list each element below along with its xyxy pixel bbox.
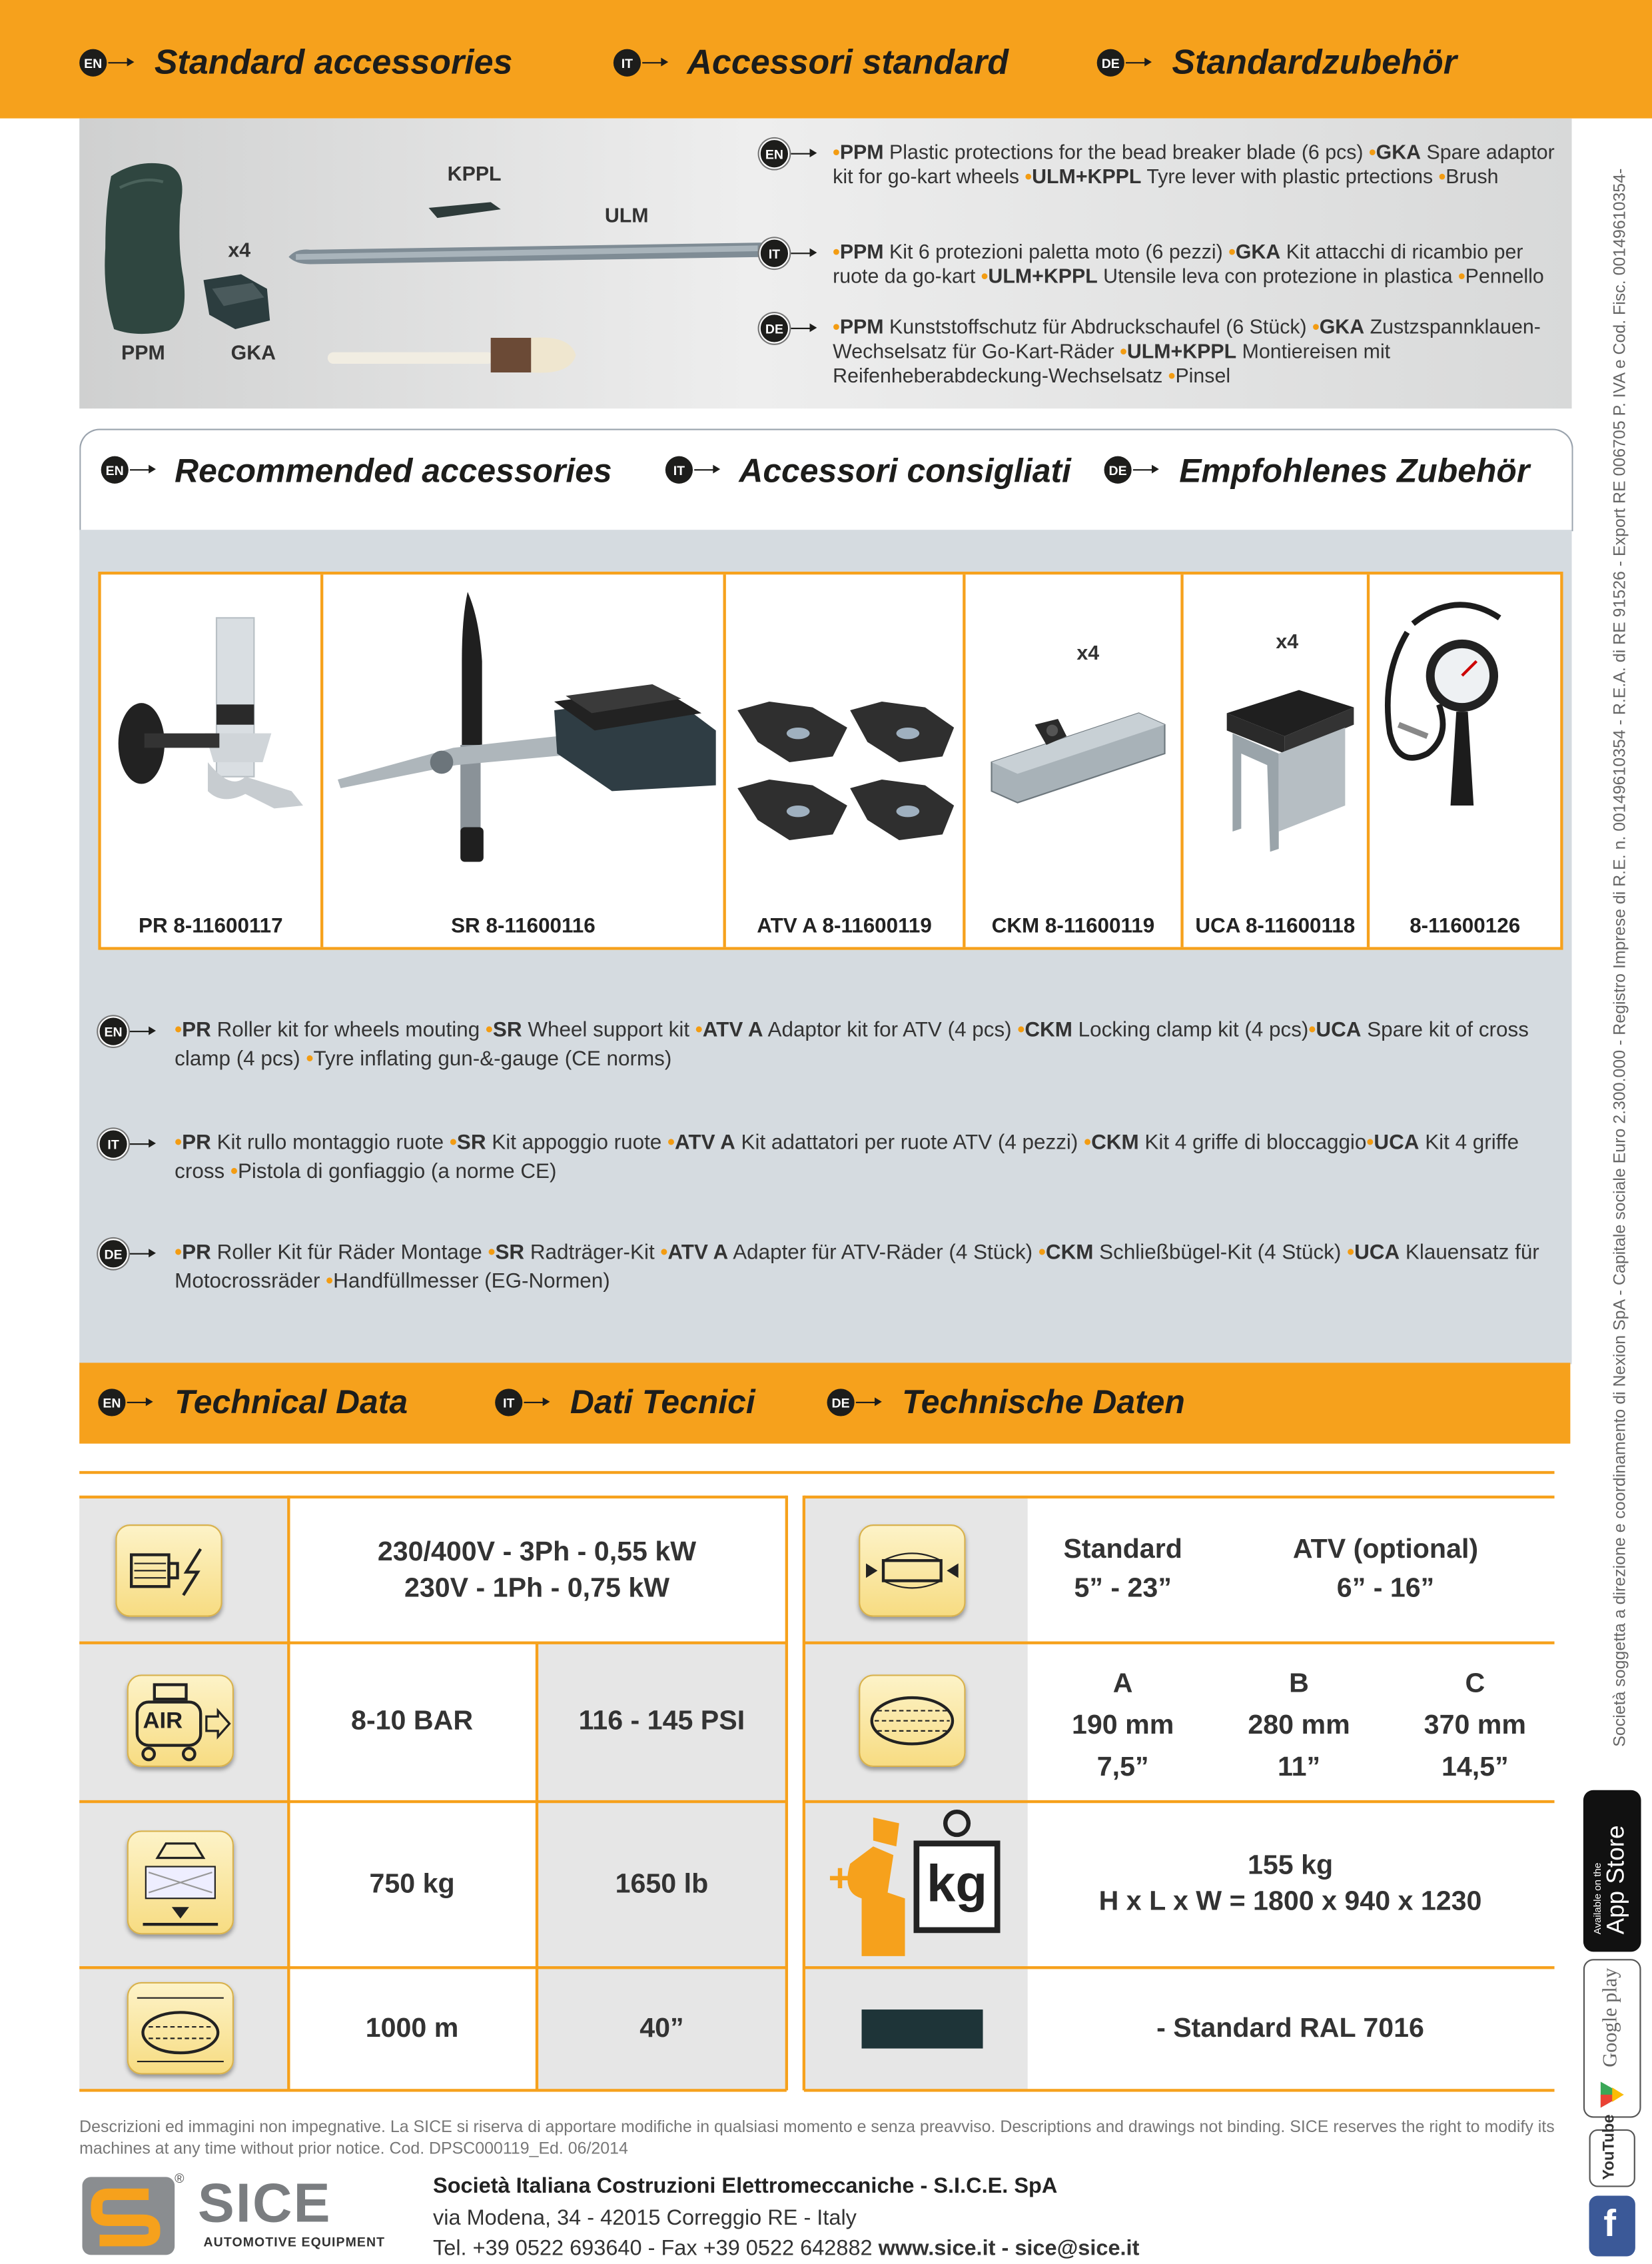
company-name: Società Italiana Costruzioni Elettromeccaniche - S.I.C.E. SpA [433,2174,1058,2199]
force-kg: 750 kg [369,1868,455,1900]
tech-right-line-3 [804,1800,1555,1803]
size-value: H x L x W = 1800 x 940 x 1230 [1098,1886,1482,1918]
atv-adaptor-image [726,574,966,877]
uca-cross-image [1184,574,1368,863]
power-line-1: 230/400V - 3Ph - 0,55 kW [377,1536,697,1567]
std-desc-it: •PPM Kit 6 protezioni paletta moto (6 pezzi) •GKA Kit attacchi di ricambio per ruote da go-kart •ULM+KPPL Utensile leva con protezione in plastica •Pennello [833,239,1544,288]
accessory-sr [323,574,726,947]
side-legal-text: Società soggetta a direzione e coordinamento di Nexion SpA - Capitale sociale Euro 2.300.000 - Registro Imprese di R.E. n. 00149610354 - R.E.A. di RE 91526 - Export RE 006705 P. IVA e Cod. Fisc. 00149610354- [1612,168,1630,1747]
dim-a-letter: A [1112,1668,1133,1699]
tech-left-line-5 [79,2089,787,2091]
inflator-label: 8-11600126 [1410,915,1521,939]
rim-atv-value: 6” - 16” [1336,1573,1435,1604]
dim-b-mm: 280 mm [1248,1710,1350,1740]
rec-en-badge: EN [101,456,153,484]
logo-registered: ® [175,2171,185,2186]
pressure-psi: 116 - 145 PSI [578,1706,745,1737]
google-play-label: Google play [1600,1968,1623,2067]
wheel-diameter-icon [127,1982,234,2075]
uca-qty: x4 [1276,629,1299,653]
tech-right-line-1 [804,1496,1555,1498]
ckm-qty: x4 [1076,641,1100,664]
air-icon-text: AIR [143,1709,183,1734]
rim-standard-value: 5” - 23” [1074,1573,1172,1604]
technical-title-de: Technische Daten [902,1383,1185,1421]
rec-desc-it-badge: IT [98,1129,153,1159]
power-line-2: 230V - 1Ph - 0,75 kW [404,1572,670,1604]
pressure-bar: 8-10 BAR [351,1706,474,1737]
recommended-title-en: Recommended accessories [175,452,612,490]
ckm-label: CKM 8-11600119 [991,915,1155,939]
tech-en-badge: EN [98,1389,150,1416]
technical-title-en: Technical Data [175,1383,408,1421]
app-store-small: Available on the [1593,1862,1604,1935]
machine-weight-icon [830,1806,1018,1965]
sice-logo [79,2171,414,2258]
dim-c [1382,1660,1569,1790]
facebook-badge[interactable] [1589,2196,1635,2257]
tech-right-line-2 [804,1642,1555,1644]
dim-c-inch: 14,5” [1441,1752,1509,1782]
rec-desc-de: •PR Roller Kit für Räder Montage •SR Radträger-Kit •ATV A Adapter für ATV-Räder (4 Stück) •CKM Schließbügel-Kit (4 Stück) •UCA Klauensatz für Motocrossräder •Handfüllmesser (EG-Normen) [175,1241,1539,1294]
rim-standard [1029,1527,1217,1611]
weight-size [1029,1834,1551,1935]
phone-fax: Tel. +39 0522 693640 - Fax +39 0522 642882 [433,2236,879,2261]
website-email-link[interactable]: www.sice.it - sice@sice.it [878,2236,1140,2261]
wheel-max-in: 40” [639,2013,684,2043]
standard-title-en: Standard accessories [154,43,513,83]
sice-logo-mark [79,2174,181,2258]
tyre-width-icon [859,1674,965,1767]
std-desc-de: •PPM Kunststoffschutz für Abdruckschaufel (6 Stück) •GKA Zustzspannklauen-Wechselsatz für Go-Kart-Räder •ULM+KPPL Montiereisen mit Reifenheberabdeckung-Wechselsatz •Pinsel [833,314,1541,387]
color-text: - Standard RAL 7016 [1156,2013,1424,2043]
accessory-pr [101,574,324,947]
google-play-badge[interactable] [1583,1959,1641,2117]
power-values [288,1498,785,1642]
rec-desc-de-badge: DE [98,1239,153,1269]
pr-label: PR 8-11600117 [139,915,283,939]
sr-label: SR 8-11600116 [451,915,596,939]
dim-c-letter: C [1465,1668,1485,1699]
uca-label: UCA 8-11600118 [1195,915,1356,939]
pr-roller-image [101,574,318,863]
std-de-badge: DE [759,313,814,344]
google-play-icon [1596,2079,1628,2111]
inflator-gauge-image [1370,574,1557,863]
logo-subtext: AUTOMOTIVE EQUIPMENT [203,2235,386,2249]
dim-a-inch: 7,5” [1096,1752,1149,1782]
atv-a-label: ATV A 8-11600119 [757,915,932,939]
de-language-badge: DE [1097,49,1149,77]
recommended-title-it: Accessori consigliati [739,452,1071,490]
rim-clamping-icon [859,1524,965,1617]
standard-title-de: Standardzubehör [1172,43,1457,83]
ulm-label: ULM [604,203,649,227]
gka-qty-label: x4 [228,238,251,262]
rim-atv-label: ATV (optional) [1292,1534,1479,1565]
tech-de-badge: DE [827,1389,879,1416]
rim-standard-label: Standard [1063,1534,1182,1565]
dim-b [1205,1660,1393,1790]
accessory-atv-a [726,574,966,947]
facebook-icon: f [1603,2201,1616,2245]
recommended-title-de: Empfohlenes Zubehör [1179,452,1530,490]
tech-it-badge: IT [495,1389,547,1416]
tech-right-line-5 [804,2089,1555,2091]
std-en-badge: EN [759,139,814,169]
dim-a-mm: 190 mm [1072,1710,1174,1740]
sr-support-image [323,574,721,892]
app-store-label: App Store [1602,1825,1630,1935]
air-compressor-icon [127,1674,234,1767]
rec-de-badge: DE [1104,456,1156,484]
rec-desc-en-badge: EN [98,1016,153,1047]
color-swatch [862,2009,983,2049]
logo-text: SICE [197,2174,332,2235]
company-contacts [433,2236,1139,2261]
rec-desc-it: •PR Kit rullo montaggio ruote •SR Kit appoggio ruote •ATV A Kit adattatori per ruote ATV (4 pezzi) •CKM Kit 4 griffe di bloccaggio•UCA Kit 4 griffe cross •Pistola di gonfiaggio (a norme CE) [175,1131,1519,1184]
tech-vline-3 [785,1496,788,2091]
dim-b-letter: B [1289,1668,1309,1699]
tech-top-rule [79,1471,1554,1474]
force-lb: 1650 lb [615,1868,709,1900]
dim-b-inch: 11” [1277,1752,1321,1782]
company-address: via Modena, 34 - 42015 Correggio RE - Italy [433,2205,857,2231]
tech-vline-4 [803,1496,805,2091]
disclaimer: Descrizioni ed immagini non impegnative. La SICE si riserva di apportare modifiche in qualsiasi momento e senza preavviso. Descriptions and drawings not binding. SICE reserves the right to modify its machines at any time without prior notice. Cod. DPSC000119_Ed. 06/2014 [79,2119,1555,2159]
dim-c-mm: 370 mm [1424,1710,1527,1740]
app-store-badge[interactable] [1583,1790,1641,1952]
weight-value: 155 kg [1247,1850,1334,1882]
ckm-clamp-image [966,574,1182,863]
ppm-label: PPM [121,340,165,364]
rim-atv [1241,1527,1529,1611]
kg-icon-text: kg [927,1854,988,1913]
rec-desc-en: •PR Roller kit for wheels mouting •SR Wheel support kit •ATV A Adaptor kit for ATV (4 pcs) •CKM Locking clamp kit (4 pcs)•UCA Spare kit of cross clamp (4 pcs) •Tyre inflating gun-&-gauge (CE norms) [175,1019,1529,1071]
recommended-grid [98,572,1563,950]
accessory-inflator [1370,574,1560,947]
dim-a [1029,1660,1217,1790]
en-language-badge: EN [79,49,131,77]
wheel-max-m: 1000 m [365,2013,459,2043]
bead-breaker-force-icon [127,1830,234,1934]
kppl-label: KPPL [447,161,502,185]
accessory-uca [1184,574,1370,947]
technical-title-it: Dati Tecnici [570,1383,755,1421]
std-it-badge: IT [759,239,814,269]
standard-title-it: Accessori standard [687,43,1009,83]
app-store-text [1593,1790,1629,1935]
gka-label: GKA [230,340,276,364]
youtube-label: YouTube [1600,2114,1618,2180]
youtube-badge[interactable] [1589,2114,1635,2187]
std-desc-en: •PPM Plastic protections for the bead breaker blade (6 pcs) •GKA Spare adaptor kit for go-kart wheels •ULM+KPPL Tyre lever with plastic prtections •Brush [833,140,1555,188]
standard-accessories-image [79,119,772,409]
rec-it-badge: IT [665,456,717,484]
it-language-badge: IT [614,49,665,77]
accessory-ckm [966,574,1184,947]
power-motor-icon [115,1524,222,1617]
